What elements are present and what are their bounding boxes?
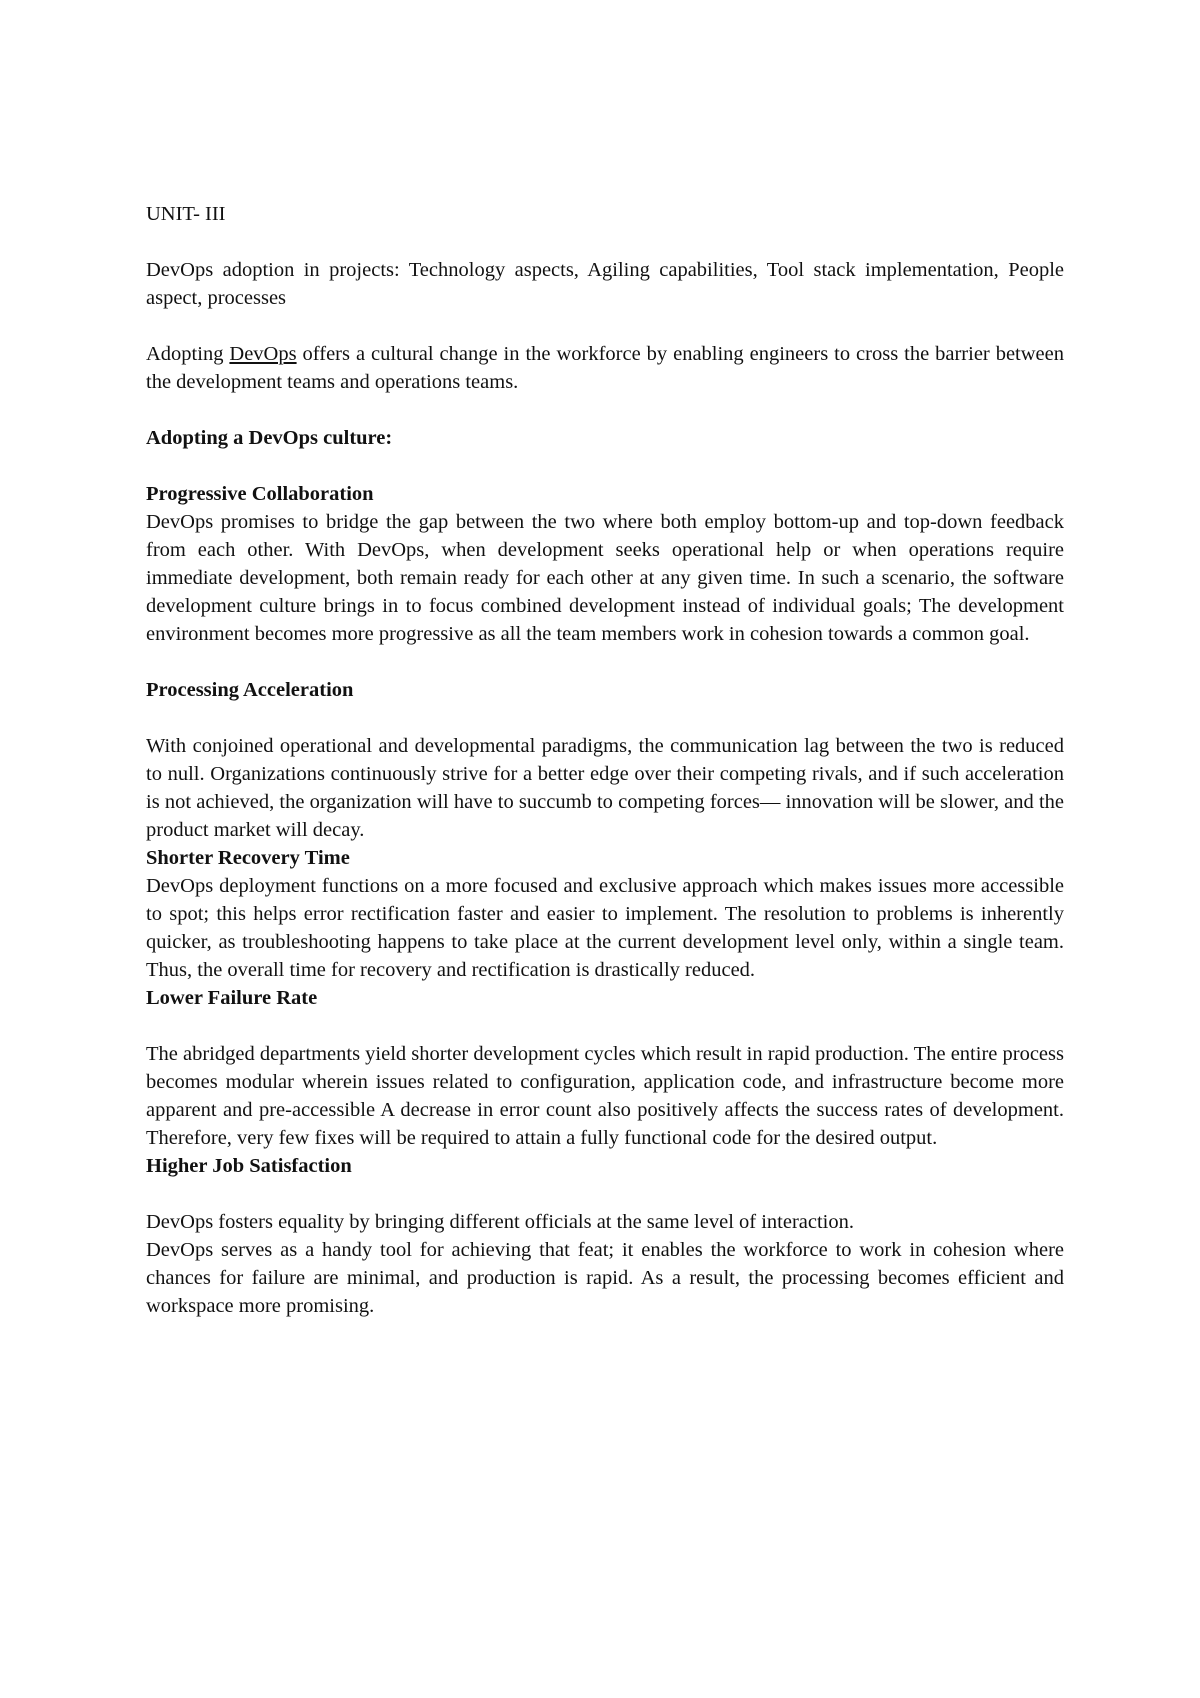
section-heading-lower-failure-rate: Lower Failure Rate <box>146 987 318 1009</box>
topic-line: DevOps adoption in projects: Technology aspects, Agiling capabilities, Tool stack implementation, People aspect, processes <box>146 259 1064 309</box>
section-body-higher-job-satisfaction-1: DevOps fosters equality by bringing different officials at the same level of interaction. <box>146 1211 854 1233</box>
section-body-lower-failure-rate: The abridged departments yield shorter development cycles which result in rapid production. The entire process becomes modular wherein issues related to configuration, application code, and infrastructure become more apparent and pre-accessible A decrease in error count also positively affects the success rates of development. Therefore, very few fixes will be required to attain a fully functional code for the desired output. <box>146 1043 1064 1149</box>
section-body-shorter-recovery-time: DevOps deployment functions on a more focused and exclusive approach which makes issues more accessible to spot; this helps error rectification faster and easier to implement. The resolution to problems is inherently quicker, as troubleshooting happens to take place at the current development level only, within a single team. Thus, the overall time for recovery and rectification is drastically reduced. <box>146 875 1064 981</box>
intro-paragraph <box>146 340 1064 396</box>
section-body-higher-job-satisfaction-2: DevOps serves as a handy tool for achieving that feat; it enables the workforce to work in cohesion where chances for failure are minimal, and production is rapid. As a result, the processing becomes efficient and workspace more promising. <box>146 1239 1064 1317</box>
section-body-processing-acceleration: With conjoined operational and developmental paradigms, the communication lag between the two is reduced to null. Organizations continuously strive for a better edge over their competing rivals, and if such acceleration is not achieved, the organization will have to succumb to competing forces— innovation will be slower, and the product market will decay. <box>146 735 1064 841</box>
document-body <box>146 200 1064 1320</box>
unit-title: UNIT- III <box>146 203 226 225</box>
section-heading-progressive-collaboration: Progressive Collaboration <box>146 483 374 505</box>
devops-link[interactable]: DevOps <box>229 343 297 365</box>
section-heading-processing-acceleration: Processing Acceleration <box>146 679 354 701</box>
section-heading-shorter-recovery-time: Shorter Recovery Time <box>146 847 350 869</box>
section-heading-higher-job-satisfaction: Higher Job Satisfaction <box>146 1155 352 1177</box>
intro-before-link: Adopting <box>146 343 230 365</box>
intro-after-link: offers a cultural change in the workforce by enabling engineers to cross the barrier between the development teams and operations teams. <box>146 343 1064 393</box>
section-body-progressive-collaboration: DevOps promises to bridge the gap between the two where both employ bottom-up and top-down feedback from each other. With DevOps, when development seeks operational help or when operations require immediate development, both remain ready for each other at any given time. In such a scenario, the software development culture brings in to focus combined development instead of individual goals; The development environment becomes more progressive as all the team members work in cohesion towards a common goal. <box>146 511 1064 645</box>
culture-heading: Adopting a DevOps culture: <box>146 427 393 449</box>
